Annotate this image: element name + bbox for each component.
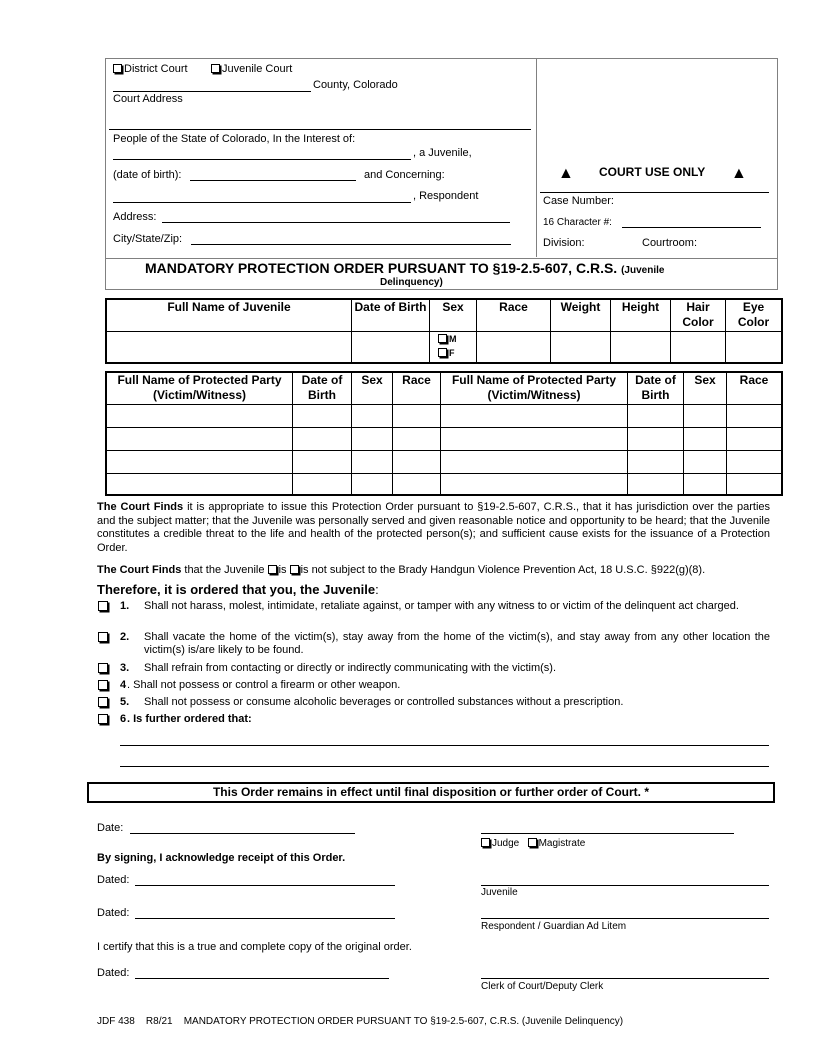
col-weight: Weight	[551, 299, 611, 331]
dated-line-3[interactable]	[135, 978, 389, 979]
juvenile-label: Juvenile	[481, 887, 518, 898]
is-checkbox[interactable]	[268, 565, 277, 574]
effect-box: This Order remains in effect until final disposition or further order of Court. *	[87, 782, 775, 803]
district-court-option[interactable]: District Court	[113, 63, 188, 75]
clerk-label: Clerk of Court/Deputy Clerk	[481, 981, 604, 992]
certify-text: I certify that this is a true and complete copy of the original order.	[97, 941, 412, 953]
protected-table	[105, 371, 783, 496]
cell[interactable]	[684, 427, 727, 450]
juvenile-height-cell[interactable]	[611, 331, 671, 363]
order-5-checkbox[interactable]	[98, 697, 108, 707]
address-line[interactable]	[162, 222, 510, 223]
juvenile-dob-cell[interactable]	[352, 331, 430, 363]
case-number-label: Case Number:	[543, 195, 614, 207]
juvenile-hair-cell[interactable]	[671, 331, 726, 363]
acknowledge-text: By signing, I acknowledge receipt of this Order.	[97, 852, 346, 864]
pcol-race-2: Race	[727, 372, 783, 404]
juvenile-sex-cell	[430, 331, 477, 363]
cell[interactable]	[293, 450, 352, 473]
col-hair: Hair Color	[671, 299, 726, 331]
respondent-line[interactable]	[113, 202, 411, 203]
col-dob: Date of Birth	[352, 299, 430, 331]
juvenile-name-line[interactable]	[113, 159, 411, 160]
order-6-checkbox[interactable]	[98, 714, 108, 724]
page-title: MANDATORY PROTECTION ORDER PURSUANT TO §19-2.5-607, C.R.S. (Juvenile	[145, 260, 665, 276]
protected-row	[106, 427, 782, 450]
protected-row	[106, 473, 782, 495]
cell[interactable]	[352, 427, 393, 450]
and-concerning-label: and Concerning:	[364, 169, 445, 181]
col-full-name: Full Name of Juvenile	[106, 299, 352, 331]
cell[interactable]	[628, 427, 684, 450]
sex-m-checkbox[interactable]	[438, 334, 447, 343]
sixteen-char-label: 16 Character #:	[543, 217, 612, 228]
date-line[interactable]	[130, 833, 355, 834]
cell[interactable]	[684, 404, 727, 427]
cell[interactable]	[352, 450, 393, 473]
col-race: Race	[477, 299, 551, 331]
caption-divider	[536, 58, 537, 257]
cell[interactable]	[727, 450, 783, 473]
cell[interactable]	[106, 450, 293, 473]
county-label: County, Colorado	[313, 79, 398, 91]
juvenile-race-cell[interactable]	[477, 331, 551, 363]
order-3-checkbox[interactable]	[98, 663, 108, 673]
cell[interactable]	[393, 427, 441, 450]
cell[interactable]	[441, 404, 628, 427]
cell[interactable]	[628, 404, 684, 427]
dated-label-1: Dated:	[97, 874, 130, 886]
cell[interactable]	[727, 404, 783, 427]
pcol-sex-1: Sex	[352, 372, 393, 404]
pcol-name-2: Full Name of Protected Party (Victim/Witness)	[441, 372, 628, 404]
cell[interactable]	[628, 473, 684, 495]
cell[interactable]	[106, 473, 293, 495]
juvenile-signature-line[interactable]	[481, 885, 769, 886]
pcol-name-1: Full Name of Protected Party (Victim/Witness)	[106, 372, 293, 404]
city-label: City/State/Zip:	[113, 233, 183, 245]
cell[interactable]	[393, 450, 441, 473]
judge-signature-line[interactable]	[481, 833, 734, 834]
title-sub: Delinquency)	[380, 277, 443, 288]
cell[interactable]	[441, 473, 628, 495]
order-item-2: 2. Shall vacate the home of the victim(s), stay away from the home of the victim(s), and stay away from any other location the victim(s) is/are likely to be found.	[98, 631, 770, 659]
dated-line-1[interactable]	[135, 885, 395, 886]
court-use-divider	[540, 192, 769, 193]
dob-line[interactable]	[190, 180, 356, 181]
triangle-left-icon: ▲	[558, 165, 574, 182]
address-label: Address:	[113, 211, 157, 223]
sex-m-option[interactable]: M	[438, 332, 476, 346]
city-line[interactable]	[191, 244, 511, 245]
cell[interactable]	[293, 473, 352, 495]
magistrate-checkbox[interactable]	[528, 838, 537, 847]
sixteen-char-line[interactable]	[622, 227, 761, 228]
dated-label-2: Dated:	[97, 907, 130, 919]
court-address-label: Court Address	[113, 93, 183, 105]
order-1-checkbox[interactable]	[98, 601, 108, 611]
order-item-3: 3. Shall refrain from contacting or directly or indirectly communicating with the victim(s).	[98, 662, 770, 676]
cell[interactable]	[393, 473, 441, 495]
brady-finding: The Court Finds that the Juvenile is is not subject to the Brady Handgun Violence Prevention Act, 18 U.S.C. §922(g)(8).	[97, 564, 706, 576]
county-line[interactable]	[113, 91, 311, 92]
order-item-6: 6 . Is further ordered that:	[98, 713, 770, 727]
col-sex: Sex	[430, 299, 477, 331]
cell[interactable]	[727, 473, 783, 495]
respondent-gal-label: Respondent / Guardian Ad Litem	[481, 921, 627, 932]
courtroom-label: Courtroom:	[642, 237, 698, 249]
court-address-line[interactable]	[109, 129, 531, 130]
triangle-right-icon: ▲	[731, 165, 747, 182]
cell[interactable]	[441, 450, 628, 473]
sex-f-option[interactable]: F	[438, 346, 476, 360]
a-juvenile-label: , a Juvenile,	[413, 147, 472, 159]
cell[interactable]	[106, 404, 293, 427]
judge-checkbox[interactable]	[481, 838, 490, 847]
dated-line-2[interactable]	[135, 918, 395, 919]
cell[interactable]	[684, 450, 727, 473]
protected-row	[106, 450, 782, 473]
cell[interactable]	[352, 473, 393, 495]
pcol-dob-1: Date of Birth	[293, 372, 352, 404]
clerk-signature-line[interactable]	[481, 978, 769, 979]
findings-paragraph: The Court Finds it is appropriate to issue this Protection Order pursuant to §19-2.5-607, C.R.S., that it has jurisdiction over the parties and the subject matter; that the Juvenile was personally served and given reasonable notice and opportunity to be heard; that the Juvenile constitutes a credible threat to the life and health of the protected person(s); and sufficient cause exists for the issuance of a Protection Order.	[97, 501, 771, 554]
col-eye: Eye Color	[726, 299, 783, 331]
respondent-label: , Respondent	[413, 190, 479, 202]
cell[interactable]	[727, 427, 783, 450]
is-not-checkbox[interactable]	[290, 565, 299, 574]
cell[interactable]	[441, 427, 628, 450]
date-label: Date:	[97, 822, 124, 834]
juvenile-court-option[interactable]: Juvenile Court	[211, 63, 292, 75]
pcol-dob-2: Date of Birth	[628, 372, 684, 404]
further-order-line-1[interactable]	[120, 745, 769, 746]
dob-label: (date of birth):	[113, 169, 182, 181]
court-use-only: COURT USE ONLY	[599, 165, 706, 179]
division-label: Division:	[543, 237, 585, 249]
order-item-4: 4 . Shall not possess or control a firearm or other weapon.	[98, 679, 770, 693]
pcol-race-1: Race	[393, 372, 441, 404]
cell[interactable]	[684, 473, 727, 495]
district-court-checkbox[interactable]	[113, 64, 122, 73]
cell[interactable]	[106, 427, 293, 450]
dated-label-3: Dated:	[97, 967, 130, 979]
order-item-5: 5. Shall not possess or consume alcoholic beverages or controlled substances without a prescription.	[98, 696, 770, 710]
cell[interactable]	[628, 450, 684, 473]
further-order-line-2[interactable]	[120, 766, 769, 767]
order-item-1: 1. Shall not harass, molest, intimidate, retaliate against, or tamper with any witness to or victim of the delinquent act charged.	[98, 600, 770, 628]
juvenile-weight-cell[interactable]	[551, 331, 611, 363]
ordered-heading: Therefore, it is ordered that you, the Juvenile:	[97, 582, 379, 597]
protected-row	[106, 404, 782, 427]
people-label: People of the State of Colorado, In the Interest of:	[113, 133, 356, 145]
order-4-checkbox[interactable]	[98, 680, 108, 690]
cell[interactable]	[293, 404, 352, 427]
col-height: Height	[611, 299, 671, 331]
cell[interactable]	[393, 404, 441, 427]
sex-f-checkbox[interactable]	[438, 348, 447, 357]
pcol-sex-2: Sex	[684, 372, 727, 404]
judge-magistrate: Judge Magistrate	[481, 838, 585, 849]
cell[interactable]	[293, 427, 352, 450]
order-2-checkbox[interactable]	[98, 632, 108, 642]
juvenile-court-checkbox[interactable]	[211, 64, 220, 73]
juvenile-name-cell[interactable]	[106, 331, 352, 363]
juvenile-eye-cell[interactable]	[726, 331, 783, 363]
cell[interactable]	[352, 404, 393, 427]
juvenile-table	[105, 298, 783, 364]
page-footer: JDF 438 R8/21 MANDATORY PROTECTION ORDER PURSUANT TO §19-2.5-607, C.R.S. (Juvenile Delinquency)	[97, 1016, 624, 1027]
respondent-signature-line[interactable]	[481, 918, 769, 919]
